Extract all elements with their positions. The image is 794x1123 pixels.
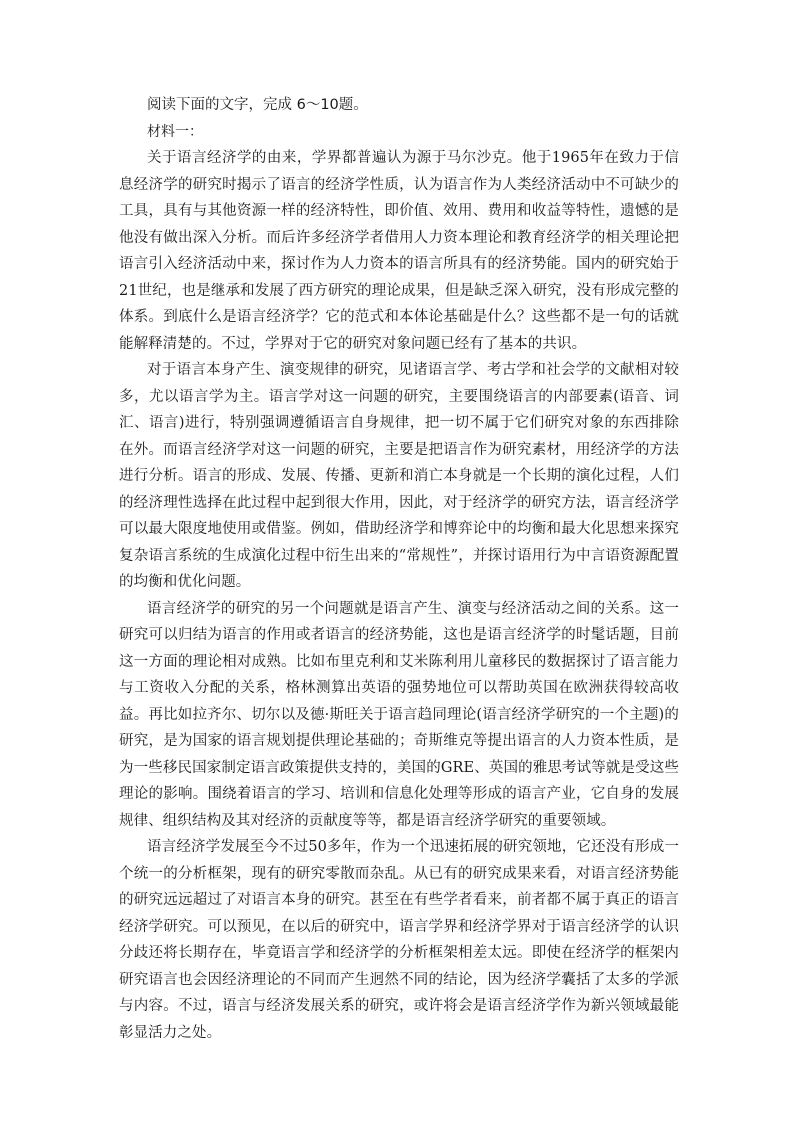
document-page (119, 92, 679, 1046)
material-label: 材料一： (147, 123, 203, 140)
paragraph-3: 语言经济学的研究的另一个问题就是语言产生、演变与经济活动之间的关系。这一研究可以归结为语言的作用或者语言的经济势能，这也是语言经济学的时髦话题，目前这一方面的理论相对成熟。比如布里克利和艾米陈利用儿童移民的数据探讨了语言能力与工资收入分配的关系，格林测算出英语的强势地位可以帮助英国在欧洲获得较高收益。再比如拉齐尔、切尔以及德·斯旺关于语言趋同理论(语言经济学研究的一个主题)的研究，是为国家的语言规划提供理论基础的；奇斯维克等提出语言的人力资本性质，是为一些移民国家制定语言政策提供支持的，美国的GRE、英国的雅思考试等就是受这些理论的影响。围绕着语言的学习、培训和信息化处理等形成的语言产业，它自身的发展规律、组织结构及其对经济的贡献度等等，都是语言经济学研究的重要领域。 (119, 600, 679, 829)
paragraph-4: 语言经济学发展至今不过50多年，作为一个迅速拓展的研究领地，它还没有形成一个统一的分析框架，现有的研究零散而杂乱。从已有的研究成果来看，对语言经济势能的研究远远超过了对语言本身的研究。甚至在有些学者看来，前者都不属于真正的语言经济学研究。可以预见，在以后的研究中，语言学界和经济学界对于语言经济学的认识分歧还将长期存在，毕竟语言学和经济学的分析框架相差太远。即使在经济学的框架内研究语言也会因经济理论的不同而产生迥然不同的结论，因为经济学囊括了太多的学派与内容。不过，语言与经济发展关系的研究，或许将会是语言经济学作为新兴领域最能彰显活力之处。 (119, 839, 679, 1041)
paragraph-2: 对于语言本身产生、演变规律的研究，见诸语言学、考古学和社会学的文献相对较多，尤以语言学为主。语言学对这一问题的研究，主要围绕语言的内部要素(语音、词汇、语言)进行，特别强调遵循语言自身规律，把一切不属于它们研究对象的东西排除在外。而语言经济学对这一问题的研究，主要是把语言作为研究素材，用经济学的方法进行分析。语言的形成、发展、传播、更新和消亡本身就是一个长期的演化过程，人们的经济理性选择在此过程中起到很大作用，因此，对于经济学的研究方法，语言经济学可以最大限度地使用或借鉴。例如，借助经济学和博弈论中的均衡和最大化思想来探究复杂语言系统的生成演化过程中衍生出来的“常规性”，并探讨语用行为中言语资源配置的均衡和优化问题。 (119, 362, 679, 590)
paragraph-1: 关于语言经济学的由来，学界都普遍认为源于马尔沙克。他于1965年在致力于信息经济学的研究时揭示了语言的经济学性质，认为语言作为人类经济活动中不可缺少的工具，具有与其他资源一样的经济特性，即价值、效用、费用和收益等特性，遗憾的是他没有做出深入分析。而后许多经济学者借用人力资本理论和教育经济学的相关理论把语言引入经济活动中来，探讨作为人力资本的语言所具有的经济势能。国内的研究始于21世纪，也是继承和发展了西方研究的理论成果，但是缺乏深入研究，没有形成完整的体系。到底什么是语言经济学？它的范式和本体论基础是什么？这些都不是一句的话就能解释清楚的。不过，学界对于它的研究对象问题已经有了基本的共识。 (119, 150, 679, 352)
question-instruction: 阅读下面的文字，完成 6～10题。 (147, 97, 368, 113)
